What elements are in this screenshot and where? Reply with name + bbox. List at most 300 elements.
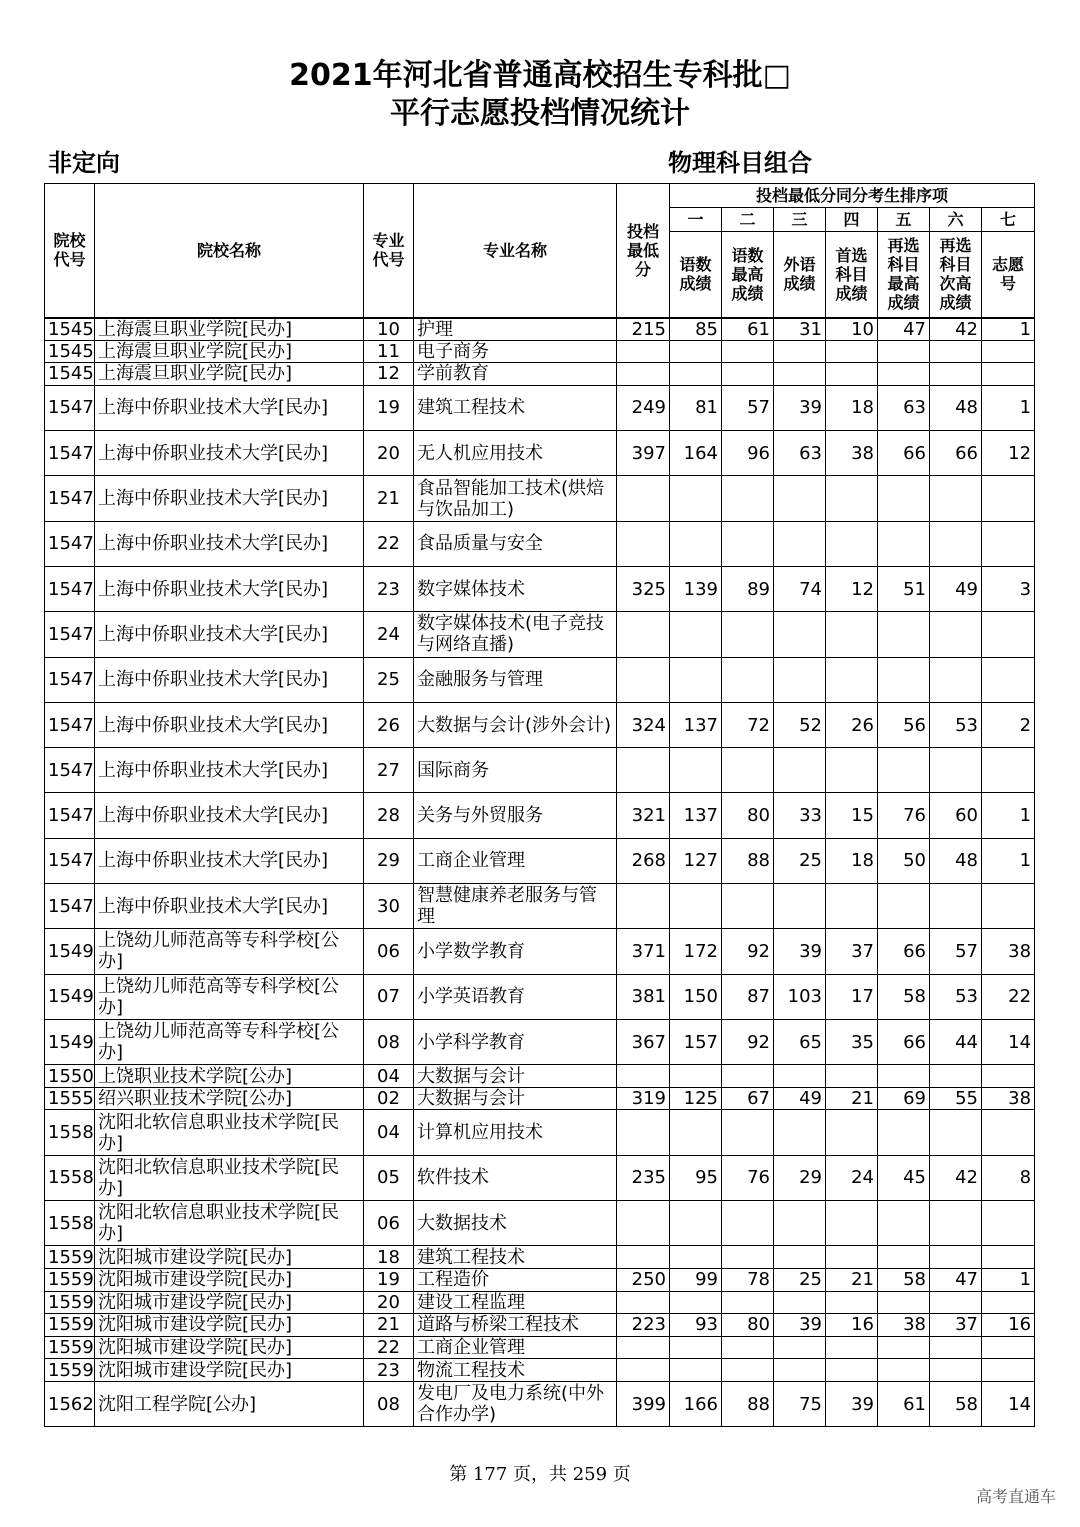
major-code-cell: 10 — [364, 318, 414, 341]
order-1-cell — [670, 748, 722, 793]
page-title-line2: 平行志愿投档情况统计 — [390, 96, 690, 131]
major-name-cell: 大数据与会计 — [414, 1087, 617, 1110]
school-code-cell: 1545 — [45, 318, 95, 341]
table-row — [45, 793, 1035, 838]
major-code-cell: 21 — [364, 476, 414, 521]
school-code-cell: 1547 — [45, 884, 95, 929]
order-7-cell — [982, 748, 1035, 793]
table-row — [45, 702, 1035, 747]
school-code-cell: 1549 — [45, 929, 95, 974]
major-name-cell: 大数据与会计 — [414, 1065, 617, 1088]
order-6-cell: 55 — [930, 1087, 982, 1110]
order-1-cell: 164 — [670, 431, 722, 476]
order-7-cell: 12 — [982, 431, 1035, 476]
order-6-cell — [930, 1359, 982, 1382]
order-3-cell — [774, 884, 826, 929]
table-row — [45, 1268, 1035, 1291]
order-4-cell: 35 — [826, 1019, 878, 1064]
major-name-cell: 发电厂及电力系统(中外合作办学) — [414, 1381, 617, 1426]
order-6-cell: 48 — [930, 385, 982, 430]
table-row — [45, 566, 1035, 611]
school-code-cell: 1547 — [45, 385, 95, 430]
page-number: 第 177 页，共 259 页 — [449, 1464, 631, 1485]
major-code-cell: 29 — [364, 838, 414, 883]
order-2-cell — [722, 748, 774, 793]
major-code-cell: 28 — [364, 793, 414, 838]
school-code-cell: 1547 — [45, 521, 95, 566]
school-code-cell: 1547 — [45, 476, 95, 521]
min-score-cell — [617, 657, 670, 702]
order-6-cell — [930, 1201, 982, 1246]
order-7-cell — [982, 1359, 1035, 1382]
school-code-cell: 1550 — [45, 1065, 95, 1088]
order-2-cell — [722, 1336, 774, 1359]
min-score-cell: 249 — [617, 385, 670, 430]
order-2-cell — [722, 1110, 774, 1155]
order-5-cell — [878, 1336, 930, 1359]
order-3-cell: 31 — [774, 318, 826, 341]
order-3-cell — [774, 1201, 826, 1246]
order-3-cell: 75 — [774, 1381, 826, 1426]
order-4-cell: 18 — [826, 385, 878, 430]
order-2-cell: 92 — [722, 1019, 774, 1064]
order-2-cell — [722, 340, 774, 363]
order-4-cell — [826, 1201, 878, 1246]
major-code-cell: 08 — [364, 1019, 414, 1064]
header-group-title: 投档最低分同分考生排序项 — [670, 184, 1035, 208]
order-7-cell — [982, 1065, 1035, 1088]
admission-table — [44, 183, 1035, 1427]
major-name-cell: 金融服务与管理 — [414, 657, 617, 702]
order-2-cell: 87 — [722, 974, 774, 1019]
min-score-cell — [617, 1246, 670, 1269]
school-code-cell: 1558 — [45, 1110, 95, 1155]
order-6-cell — [930, 748, 982, 793]
order-5-cell — [878, 1110, 930, 1155]
order-5-cell: 63 — [878, 385, 930, 430]
order-5-cell — [878, 340, 930, 363]
major-name-cell: 小学科学教育 — [414, 1019, 617, 1064]
order-7-cell — [982, 1336, 1035, 1359]
school-name-cell: 上海中侨职业技术大学[民办] — [95, 657, 364, 702]
order-5-cell — [878, 1065, 930, 1088]
order-4-cell — [826, 363, 878, 386]
order-1-cell: 157 — [670, 1019, 722, 1064]
order-1-cell: 95 — [670, 1155, 722, 1200]
min-score-cell: 321 — [617, 793, 670, 838]
order-2-cell: 76 — [722, 1155, 774, 1200]
major-name-cell: 智慧健康养老服务与管理 — [414, 884, 617, 929]
order-3-cell — [774, 476, 826, 521]
school-code-cell: 1559 — [45, 1246, 95, 1269]
order-7-cell: 14 — [982, 1019, 1035, 1064]
min-score-cell: 367 — [617, 1019, 670, 1064]
order-6-cell — [930, 1246, 982, 1269]
order-7-cell: 1 — [982, 1268, 1035, 1291]
major-code-cell: 04 — [364, 1110, 414, 1155]
brand-watermark: 高考直通车 — [975, 1487, 1056, 1506]
major-code-cell: 18 — [364, 1246, 414, 1269]
school-name-cell: 上海震旦职业学院[民办] — [95, 340, 364, 363]
table-row — [45, 1246, 1035, 1269]
order-4-cell: 21 — [826, 1087, 878, 1110]
min-score-cell: 223 — [617, 1314, 670, 1337]
major-code-cell: 06 — [364, 1201, 414, 1246]
table-row — [45, 748, 1035, 793]
order-1-cell — [670, 1359, 722, 1382]
school-code-cell: 1547 — [45, 612, 95, 657]
min-score-cell: 319 — [617, 1087, 670, 1110]
page-title-line1: 2021年河北省普通高校招生专科批□ — [289, 58, 791, 93]
major-code-cell: 22 — [364, 1336, 414, 1359]
order-7-cell — [982, 612, 1035, 657]
order-1-cell: 125 — [670, 1087, 722, 1110]
order-7-cell — [982, 884, 1035, 929]
school-name-cell: 上海中侨职业技术大学[民办] — [95, 612, 364, 657]
order-3-cell: 63 — [774, 431, 826, 476]
order-5-cell: 51 — [878, 566, 930, 611]
school-name-cell: 沈阳工程学院[公办] — [95, 1381, 364, 1426]
order-4-cell: 26 — [826, 702, 878, 747]
school-code-cell: 1545 — [45, 363, 95, 386]
major-name-cell: 建筑工程技术 — [414, 385, 617, 430]
order-2-cell — [722, 1201, 774, 1246]
order-7-cell: 8 — [982, 1155, 1035, 1200]
major-name-cell: 小学英语教育 — [414, 974, 617, 1019]
order-3-cell: 39 — [774, 1314, 826, 1337]
min-score-cell: 324 — [617, 702, 670, 747]
min-score-cell — [617, 1336, 670, 1359]
school-code-cell: 1549 — [45, 974, 95, 1019]
major-code-cell: 06 — [364, 929, 414, 974]
order-3-cell: 74 — [774, 566, 826, 611]
order-7-cell: 1 — [982, 385, 1035, 430]
order-6-cell: 42 — [930, 318, 982, 341]
major-name-cell: 道路与桥梁工程技术 — [414, 1314, 617, 1337]
order-2-cell: 88 — [722, 1381, 774, 1426]
order-4-cell — [826, 1291, 878, 1314]
min-score-cell — [617, 1110, 670, 1155]
order-6-cell: 44 — [930, 1019, 982, 1064]
order-3-cell — [774, 657, 826, 702]
header-order-label: 再选科目最高成绩 — [878, 232, 930, 318]
order-2-cell — [722, 1246, 774, 1269]
header-order-num: 一 — [670, 208, 722, 232]
table-row — [45, 1065, 1035, 1088]
major-name-cell: 数字媒体技术(电子竞技与网络直播) — [414, 612, 617, 657]
order-4-cell — [826, 1336, 878, 1359]
order-3-cell: 65 — [774, 1019, 826, 1064]
order-3-cell: 49 — [774, 1087, 826, 1110]
major-name-cell: 数字媒体技术 — [414, 566, 617, 611]
order-6-cell: 58 — [930, 1381, 982, 1426]
major-code-cell: 23 — [364, 1359, 414, 1382]
order-2-cell — [722, 1359, 774, 1382]
order-4-cell — [826, 521, 878, 566]
school-name-cell: 沈阳北软信息职业技术学院[民办] — [95, 1155, 364, 1200]
major-code-cell: 08 — [364, 1381, 414, 1426]
order-7-cell: 14 — [982, 1381, 1035, 1426]
min-score-cell: 215 — [617, 318, 670, 341]
order-1-cell — [670, 1336, 722, 1359]
order-4-cell — [826, 340, 878, 363]
order-3-cell: 39 — [774, 929, 826, 974]
school-name-cell: 上海中侨职业技术大学[民办] — [95, 838, 364, 883]
school-code-cell: 1547 — [45, 702, 95, 747]
order-2-cell: 78 — [722, 1268, 774, 1291]
order-7-cell — [982, 1201, 1035, 1246]
order-5-cell — [878, 1246, 930, 1269]
order-3-cell — [774, 1065, 826, 1088]
min-score-cell — [617, 1065, 670, 1088]
school-code-cell: 1547 — [45, 431, 95, 476]
order-2-cell: 89 — [722, 566, 774, 611]
order-3-cell: 39 — [774, 385, 826, 430]
order-3-cell — [774, 340, 826, 363]
major-code-cell: 25 — [364, 657, 414, 702]
header-school-name: 院校名称 — [95, 184, 364, 318]
header-order-label: 再选科目次高成绩 — [930, 232, 982, 318]
school-name-cell: 上海中侨职业技术大学[民办] — [95, 884, 364, 929]
order-4-cell: 10 — [826, 318, 878, 341]
order-2-cell: 92 — [722, 929, 774, 974]
school-code-cell: 1547 — [45, 566, 95, 611]
major-name-cell: 工程造价 — [414, 1268, 617, 1291]
order-2-cell: 72 — [722, 702, 774, 747]
order-7-cell — [982, 1246, 1035, 1269]
order-1-cell — [670, 363, 722, 386]
school-name-cell: 上海中侨职业技术大学[民办] — [95, 476, 364, 521]
order-1-cell: 99 — [670, 1268, 722, 1291]
order-7-cell: 1 — [982, 318, 1035, 341]
order-7-cell: 38 — [982, 1087, 1035, 1110]
order-1-cell: 137 — [670, 793, 722, 838]
school-code-cell: 1559 — [45, 1359, 95, 1382]
table-row — [45, 340, 1035, 363]
table-row — [45, 929, 1035, 974]
order-3-cell — [774, 521, 826, 566]
school-name-cell: 沈阳北软信息职业技术学院[民办] — [95, 1110, 364, 1155]
min-score-cell: 250 — [617, 1268, 670, 1291]
major-code-cell: 19 — [364, 1268, 414, 1291]
order-1-cell — [670, 1246, 722, 1269]
school-code-cell: 1547 — [45, 838, 95, 883]
major-code-cell: 19 — [364, 385, 414, 430]
order-1-cell: 85 — [670, 318, 722, 341]
min-score-cell — [617, 1201, 670, 1246]
major-code-cell: 07 — [364, 974, 414, 1019]
order-6-cell — [930, 476, 982, 521]
school-code-cell: 1559 — [45, 1314, 95, 1337]
major-name-cell: 无人机应用技术 — [414, 431, 617, 476]
order-5-cell — [878, 612, 930, 657]
major-name-cell: 关务与外贸服务 — [414, 793, 617, 838]
order-1-cell — [670, 657, 722, 702]
school-name-cell: 上海中侨职业技术大学[民办] — [95, 385, 364, 430]
order-3-cell: 52 — [774, 702, 826, 747]
school-name-cell: 沈阳城市建设学院[民办] — [95, 1359, 364, 1382]
order-6-cell: 37 — [930, 1314, 982, 1337]
table-row — [45, 1201, 1035, 1246]
min-score-cell — [617, 1291, 670, 1314]
order-6-cell: 53 — [930, 702, 982, 747]
order-4-cell: 37 — [826, 929, 878, 974]
order-7-cell: 1 — [982, 838, 1035, 883]
min-score-cell — [617, 884, 670, 929]
order-4-cell: 21 — [826, 1268, 878, 1291]
major-name-cell: 软件技术 — [414, 1155, 617, 1200]
table-row — [45, 612, 1035, 657]
order-2-cell — [722, 1065, 774, 1088]
order-1-cell: 81 — [670, 385, 722, 430]
order-7-cell: 2 — [982, 702, 1035, 747]
order-4-cell: 38 — [826, 431, 878, 476]
order-6-cell — [930, 1110, 982, 1155]
table-row — [45, 1155, 1035, 1200]
order-2-cell: 88 — [722, 838, 774, 883]
order-2-cell: 61 — [722, 318, 774, 341]
major-name-cell: 建设工程监理 — [414, 1291, 617, 1314]
order-5-cell: 66 — [878, 929, 930, 974]
order-5-cell — [878, 363, 930, 386]
school-code-cell: 1559 — [45, 1268, 95, 1291]
header-order-num: 四 — [826, 208, 878, 232]
header-order-label: 语数最高成绩 — [722, 232, 774, 318]
table-row — [45, 1087, 1035, 1110]
school-name-cell: 沈阳城市建设学院[民办] — [95, 1291, 364, 1314]
order-7-cell: 22 — [982, 974, 1035, 1019]
order-6-cell: 53 — [930, 974, 982, 1019]
order-6-cell: 47 — [930, 1268, 982, 1291]
school-code-cell: 1558 — [45, 1155, 95, 1200]
order-1-cell: 93 — [670, 1314, 722, 1337]
major-code-cell: 04 — [364, 1065, 414, 1088]
order-5-cell — [878, 657, 930, 702]
order-7-cell — [982, 1110, 1035, 1155]
major-code-cell: 20 — [364, 431, 414, 476]
order-5-cell — [878, 521, 930, 566]
school-code-cell: 1555 — [45, 1087, 95, 1110]
order-1-cell — [670, 476, 722, 521]
order-7-cell: 38 — [982, 929, 1035, 974]
order-5-cell: 47 — [878, 318, 930, 341]
school-name-cell: 沈阳城市建设学院[民办] — [95, 1268, 364, 1291]
order-5-cell — [878, 748, 930, 793]
min-score-cell — [617, 340, 670, 363]
order-4-cell — [826, 1359, 878, 1382]
school-code-cell: 1549 — [45, 1019, 95, 1064]
order-1-cell: 166 — [670, 1381, 722, 1426]
school-name-cell: 上饶幼儿师范高等专科学校[公办] — [95, 1019, 364, 1064]
order-4-cell: 16 — [826, 1314, 878, 1337]
school-code-cell: 1545 — [45, 340, 95, 363]
order-5-cell — [878, 476, 930, 521]
min-score-cell: 235 — [617, 1155, 670, 1200]
major-code-cell: 27 — [364, 748, 414, 793]
order-4-cell: 39 — [826, 1381, 878, 1426]
major-code-cell: 30 — [364, 884, 414, 929]
school-name-cell: 上海中侨职业技术大学[民办] — [95, 793, 364, 838]
table-row — [45, 385, 1035, 430]
school-name-cell: 上饶幼儿师范高等专科学校[公办] — [95, 974, 364, 1019]
order-7-cell — [982, 657, 1035, 702]
order-1-cell: 150 — [670, 974, 722, 1019]
header-order-num: 六 — [930, 208, 982, 232]
table-row — [45, 1019, 1035, 1064]
order-1-cell: 139 — [670, 566, 722, 611]
school-name-cell: 上饶职业技术学院[公办] — [95, 1065, 364, 1088]
major-name-cell: 国际商务 — [414, 748, 617, 793]
order-2-cell: 57 — [722, 385, 774, 430]
major-code-cell: 23 — [364, 566, 414, 611]
order-5-cell: 58 — [878, 1268, 930, 1291]
major-code-cell: 24 — [364, 612, 414, 657]
school-name-cell: 上海震旦职业学院[民办] — [95, 318, 364, 341]
school-name-cell: 上海震旦职业学院[民办] — [95, 363, 364, 386]
major-code-cell: 26 — [364, 702, 414, 747]
min-score-cell: 268 — [617, 838, 670, 883]
header-order-label: 志愿号 — [982, 232, 1035, 318]
order-1-cell — [670, 1291, 722, 1314]
order-6-cell — [930, 657, 982, 702]
order-5-cell: 50 — [878, 838, 930, 883]
table-row — [45, 1359, 1035, 1382]
table-row — [45, 476, 1035, 521]
header-school-code: 院校代号 — [45, 184, 95, 318]
order-4-cell — [826, 657, 878, 702]
header-order-label: 首选科目成绩 — [826, 232, 878, 318]
order-1-cell — [670, 612, 722, 657]
major-code-cell: 22 — [364, 521, 414, 566]
order-2-cell — [722, 476, 774, 521]
category-label: 非定向 — [48, 149, 120, 177]
major-name-cell: 电子商务 — [414, 340, 617, 363]
major-name-cell: 工商企业管理 — [414, 1336, 617, 1359]
table-row — [45, 974, 1035, 1019]
order-2-cell — [722, 363, 774, 386]
order-7-cell — [982, 476, 1035, 521]
order-4-cell: 18 — [826, 838, 878, 883]
order-3-cell: 29 — [774, 1155, 826, 1200]
order-4-cell — [826, 1246, 878, 1269]
major-name-cell: 工商企业管理 — [414, 838, 617, 883]
school-code-cell: 1547 — [45, 793, 95, 838]
min-score-cell — [617, 748, 670, 793]
order-6-cell: 49 — [930, 566, 982, 611]
table-row — [45, 1110, 1035, 1155]
order-3-cell — [774, 1246, 826, 1269]
table-row — [45, 1291, 1035, 1314]
order-4-cell: 15 — [826, 793, 878, 838]
order-5-cell: 69 — [878, 1087, 930, 1110]
header-major-code: 专业代号 — [364, 184, 414, 318]
order-5-cell: 58 — [878, 974, 930, 1019]
min-score-cell: 397 — [617, 431, 670, 476]
school-name-cell: 上海中侨职业技术大学[民办] — [95, 702, 364, 747]
min-score-cell — [617, 612, 670, 657]
school-code-cell: 1558 — [45, 1201, 95, 1246]
school-code-cell: 1559 — [45, 1336, 95, 1359]
order-2-cell: 67 — [722, 1087, 774, 1110]
order-1-cell: 172 — [670, 929, 722, 974]
major-name-cell: 护理 — [414, 318, 617, 341]
order-6-cell: 57 — [930, 929, 982, 974]
table-row — [45, 318, 1035, 341]
table-row — [45, 1381, 1035, 1426]
order-5-cell: 66 — [878, 1019, 930, 1064]
subject-group-label: 物理科目组合 — [668, 149, 812, 177]
order-3-cell — [774, 748, 826, 793]
